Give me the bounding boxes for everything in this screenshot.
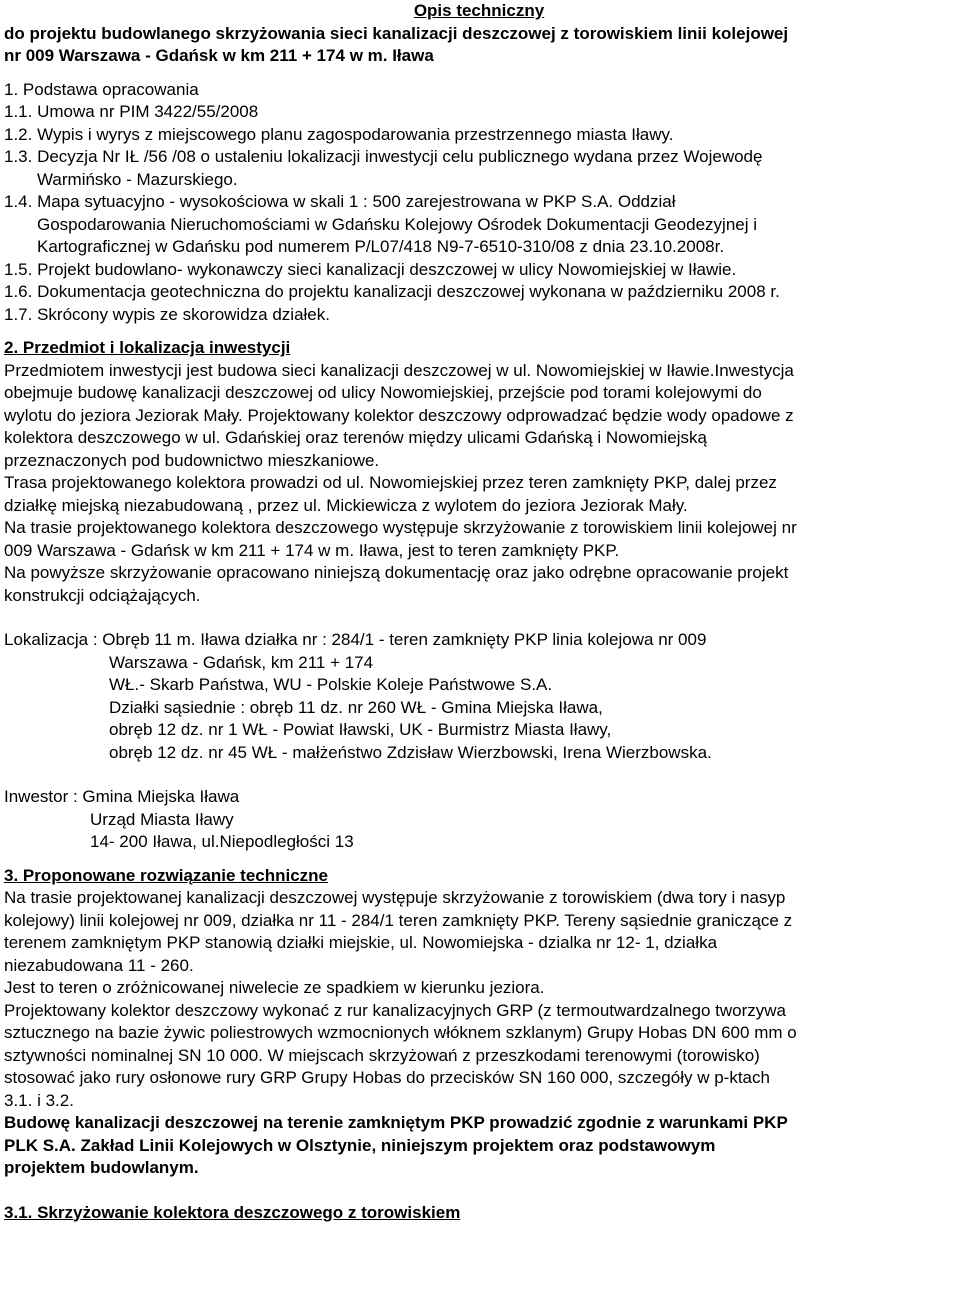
- investor-line: Urząd Miasta Iławy: [90, 809, 234, 829]
- location-line: WŁ.- Skarb Państwa, WU - Polskie Koleje Państwowe S.A.: [109, 675, 553, 694]
- location-line: obręb 12 dz. nr 45 WŁ - małżeństwo Zdzisław Wierzbowski, Irena Wierzbowska.: [109, 742, 712, 762]
- document-subtitle-line-2: nr 009 Warszawa - Gdańsk w km 211 + 174 w m. Iława: [4, 46, 434, 65]
- section-1-item: 1.3. Decyzja Nr IŁ /56 /08 o ustaleniu lokalizacji inwestycji celu publicznego wydana przez Wojewodę: [4, 147, 763, 166]
- section-2-text-line: Na powyższe skrzyżowanie opracowano niniejszą dokumentację oraz jako odrębne opracowanie projekt: [4, 563, 789, 582]
- section-2-text-line: kolektora deszczowego w ul. Gdańskiej oraz terenów między ulicami Gdańską i Nowomiejską: [4, 428, 707, 447]
- section-1-item-continuation: Gospodarowania Nieruchomościami w Gdańsku Kolejowy Ośrodek Dokumentacji Geodezyjnej i: [37, 214, 758, 234]
- section-3-text-line: sztucznego na bazie żywic poliestrowych wzmocnionych włóknem szklanym) Grupy Hobas DN 600 mm o: [4, 1023, 797, 1042]
- section-3-text-line: niezabudowana 11 - 260.: [4, 955, 194, 975]
- section-1-item-continuation: Warmińsko - Mazurskiego.: [37, 169, 238, 189]
- section-3-text-line: 3.1. i 3.2.: [4, 1090, 74, 1110]
- section-3-text-line: kolejowy) linii kolejowej nr 009, działka nr 11 - 284/1 teren zamknięty PKP. Tereny sąsiednie graniczące z: [4, 910, 793, 930]
- document-title: Opis techniczny: [413, 1, 545, 20]
- section-3-bold-line: projektem budowlanym.: [4, 1158, 199, 1177]
- section-2-text-line: wylotu do jeziora Jeziorak Mały. Projektowany kolektor deszczowy odprowadzać będzie wody opadowe z: [4, 405, 794, 425]
- section-1-item: 1.2. Wypis i wyrys z miejscowego planu zagospodarowania przestrzennego miasta Iławy.: [4, 124, 674, 144]
- section-3-heading: 3. Proponowane rozwiązanie techniczne: [4, 865, 329, 885]
- section-1-item-continuation: Kartograficznej w Gdańsku pod numerem P/L07/418 N9-7-6510-310/08 z dnia 23.10.2008r.: [37, 237, 725, 256]
- section-2-heading: 2. Przedmiot i lokalizacja inwestycji: [4, 338, 291, 357]
- document-subtitle-line-1: do projektu budowlanego skrzyżowania sieci kanalizacji deszczowej z torowiskiem linii kolejowej: [4, 23, 789, 43]
- investor-label: Inwestor : Gmina Miejska Iława: [4, 787, 240, 806]
- section-3-bold-line: PLK S.A. Zakład Linii Kolejowych w Olsztynie, niniejszym projektem oraz podstawowym: [4, 1135, 716, 1155]
- section-3-bold-line: Budowę kanalizacji deszczowej na terenie zamkniętym PKP prowadzić zgodnie z warunkami PKP: [4, 1113, 788, 1132]
- section-3-text-line: Projektowany kolektor deszczowy wykonać z rur kanalizacyjnych GRP (z termoutwardzalnego tworzywa: [4, 1000, 786, 1020]
- section-2-text-line: obejmuje budowę kanalizacji deszczowej od ulicy Nowomiejskiej, przejście pod torami kolejowymi do: [4, 383, 762, 402]
- section-3-1-heading: 3.1. Skrzyżowanie kolektora deszczowego z torowiskiem: [4, 1202, 461, 1222]
- section-1-heading: 1. Podstawa opracowania: [4, 79, 199, 99]
- section-2-text-line: przeznaczonych pod budownictwo mieszkaniowe.: [4, 450, 380, 470]
- section-2-text-line: Trasa projektowanego kolektora prowadzi od ul. Nowomiejskiej przez teren zamknięty PKP, dalej przez: [4, 473, 777, 492]
- location-label: Lokalizacja : Obręb 11 m. Iława działka nr : 284/1 - teren zamknięty PKP linia kolejowa nr 009: [4, 630, 707, 649]
- location-line: Warszawa - Gdańsk, km 211 + 174: [109, 652, 374, 672]
- section-2-text-line: Przedmiotem inwestycji jest budowa sieci kanalizacji deszczowej w ul. Nowomiejskiej w Iławie.Inwestycja: [4, 360, 794, 380]
- section-1-item: 1.5. Projekt budowlano- wykonawczy sieci kanalizacji deszczowej w ulicy Nowomiejskiej w Iławie.: [4, 259, 737, 279]
- section-2-text-line: działkę miejską niezabudowaną , przez ul. Mickiewicza z wylotem do jeziora Jeziorak Mały.: [4, 495, 688, 515]
- section-3-text-line: sztywności nominalnej SN 10 000. W miejscach skrzyżowań z przeszkodami terenowymi (torowisko): [4, 1045, 760, 1065]
- section-2-text-line: 009 Warszawa - Gdańsk w km 211 + 174 w m. Iława, jest to teren zamknięty PKP.: [4, 540, 620, 560]
- section-3-text-line: Jest to teren o zróżnicowanej niwelecie ze spadkiem w kierunku jeziora.: [4, 978, 545, 997]
- section-3-text-line: Na trasie projektowanej kanalizacji deszczowej występuje skrzyżowanie z torowiskiem (dwa tory i nasyp: [4, 888, 786, 907]
- location-line: obręb 12 dz. nr 1 WŁ - Powiat Iławski, UK - Burmistrz Miasta Iławy,: [109, 720, 612, 739]
- section-3-text-line: terenem zamkniętym PKP stanowią działki miejskie, ul. Nowomiejska - dzialka nr 12- 1, działka: [4, 933, 718, 952]
- section-3-text-line: stosować jako rury osłonowe rury GRP Grupy Hobas do przecisków SN 160 000, szczegóły w p-ktach: [4, 1068, 770, 1087]
- section-1-item: 1.6. Dokumentacja geotechniczna do projektu kanalizacji deszczowej wykonana w październiku 2008 r.: [4, 282, 780, 301]
- section-1-item: 1.1. Umowa nr PIM 3422/55/2008: [4, 102, 259, 121]
- location-line: Działki sąsiednie : obręb 11 dz. nr 260 WŁ - Gmina Miejska Iława,: [109, 697, 603, 717]
- section-2-text-line: konstrukcji odciążających.: [4, 585, 201, 605]
- section-2-text-line: Na trasie projektowanego kolektora deszczowego występuje skrzyżowanie z torowiskiem linii kolejowej nr: [4, 518, 797, 537]
- investor-line: 14- 200 Iława, ul.Niepodległości 13: [90, 832, 354, 851]
- section-1-item: 1.7. Skrócony wypis ze skorowidza działek.: [4, 304, 330, 324]
- section-1-item: 1.4. Mapa sytuacyjno - wysokościowa w skali 1 : 500 zarejestrowana w PKP S.A. Oddział: [4, 192, 676, 211]
- document-page: [4, 0, 954, 1224]
